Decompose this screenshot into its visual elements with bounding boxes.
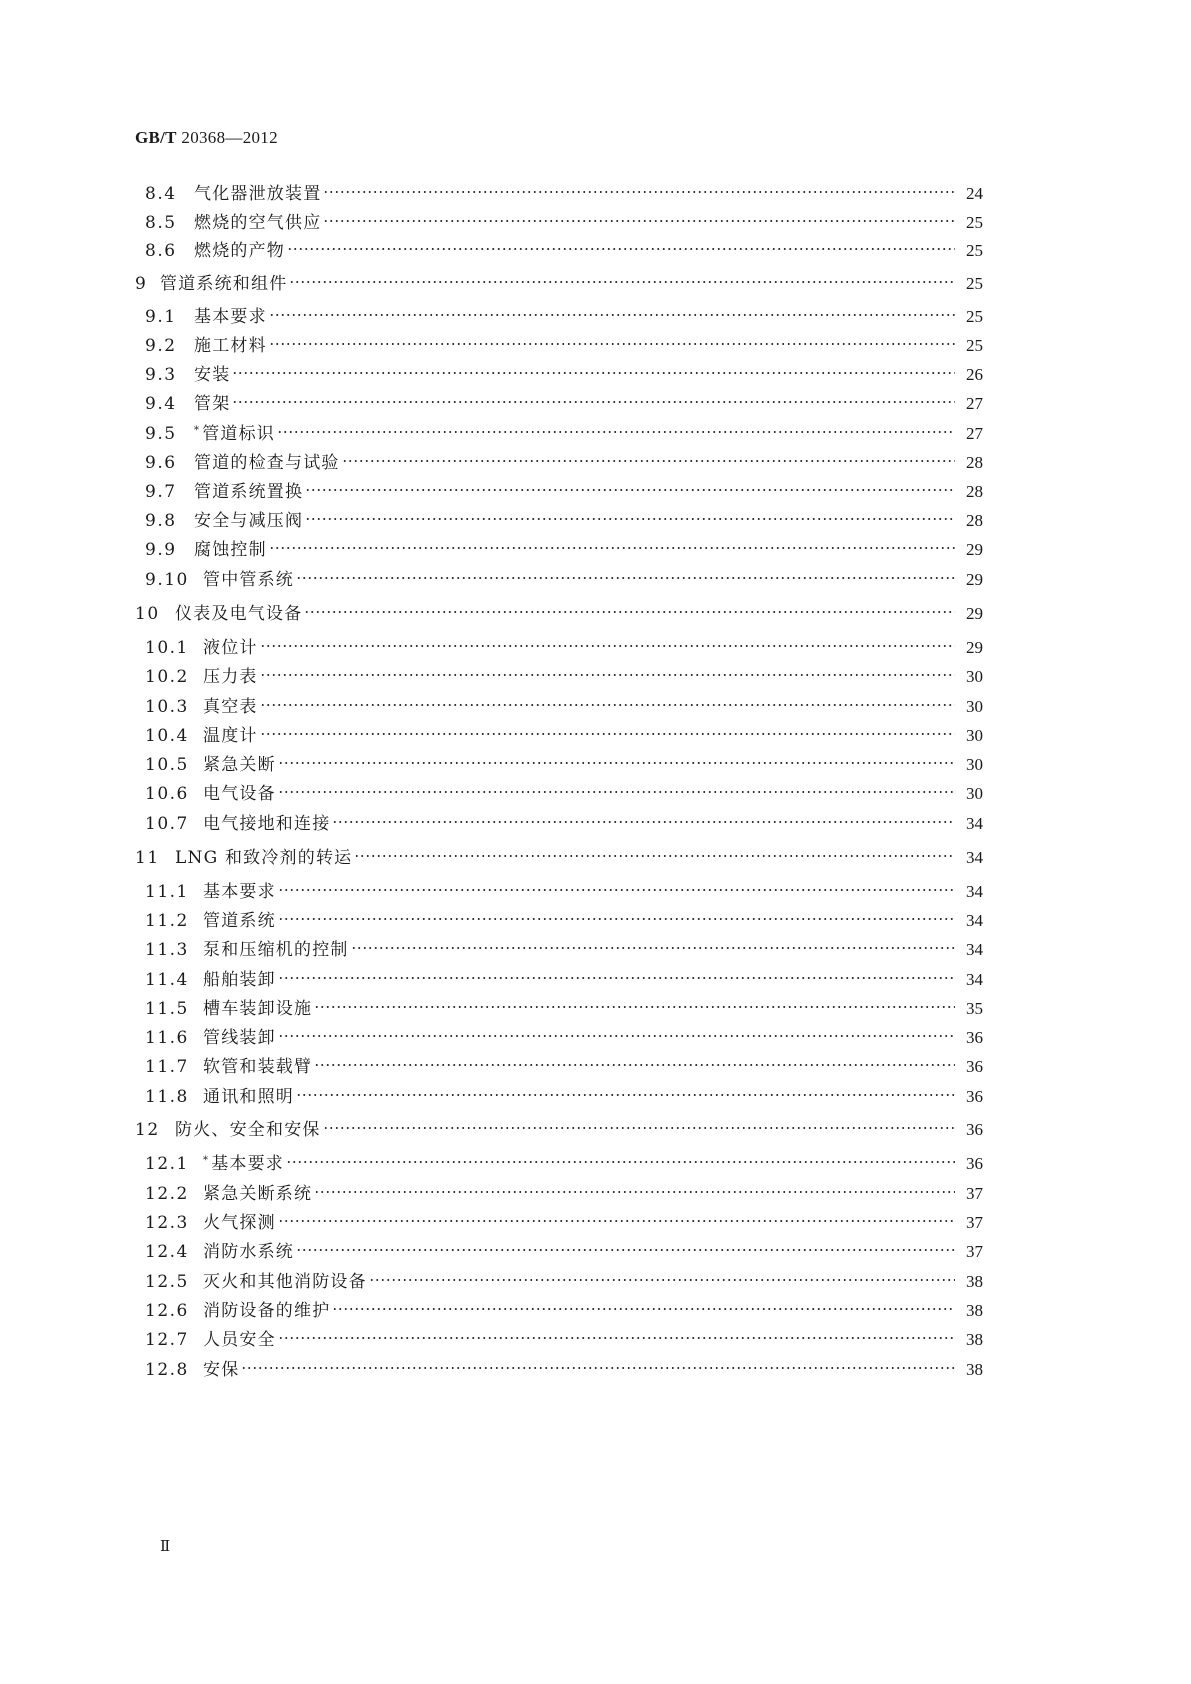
toc-title-text: 管道标识: [202, 424, 276, 444]
toc-number: 11.3: [145, 940, 189, 960]
asterisk-mark: *: [194, 425, 201, 436]
toc-title: [194, 480, 303, 504]
toc-entry[interactable]: [145, 363, 983, 387]
toc-page-number: 24: [966, 184, 983, 203]
toc-page-number: 25: [966, 307, 983, 326]
dot-leader: [260, 702, 955, 708]
toc-title-text: 管中管系统: [203, 570, 294, 590]
toc-title-text: 管道的检查与试验: [194, 453, 340, 473]
toc-entry[interactable]: [145, 1026, 983, 1050]
dot-leader: [278, 789, 955, 795]
toc-title: [203, 1211, 276, 1235]
toc-entry[interactable]: [145, 753, 983, 777]
toc-title-text: 管线装卸: [203, 1028, 276, 1048]
toc-entry[interactable]: [145, 422, 983, 446]
toc-title-text: 安装: [194, 365, 231, 385]
toc-number: 9.3: [145, 365, 177, 385]
toc-number: 10.5: [145, 755, 189, 775]
toc-number: 8.5: [145, 213, 177, 233]
toc-entry[interactable]: [145, 568, 983, 592]
toc-title: [203, 938, 349, 962]
toc-title: [203, 1026, 276, 1050]
toc-title: [203, 1085, 294, 1109]
toc-title: [203, 909, 276, 933]
toc-title-text: 基本要求: [194, 307, 267, 327]
toc-entry[interactable]: [145, 1085, 983, 1109]
toc-title-text: 通讯和照明: [203, 1087, 294, 1107]
toc-number: 10.6: [145, 784, 189, 804]
toc-title-text: 紧急关断: [203, 755, 276, 775]
toc-page-number: 29: [966, 570, 983, 589]
dot-leader: [323, 1125, 955, 1131]
toc-number: 9.10: [145, 570, 189, 590]
toc-title: [203, 753, 276, 777]
toc-number: 12.3: [145, 1213, 189, 1233]
dot-leader: [332, 819, 955, 825]
toc-page-number: 30: [966, 667, 983, 686]
toc-number: 12: [135, 1120, 160, 1140]
toc-title-text: 温度计: [203, 726, 258, 746]
toc-number: 9.9: [145, 540, 177, 560]
toc-entry[interactable]: [145, 334, 983, 358]
toc-title: [194, 509, 303, 533]
toc-entry[interactable]: [145, 451, 983, 475]
toc-page-number: 28: [966, 511, 983, 530]
toc-page-number: 30: [966, 726, 983, 745]
toc-number: 10.2: [145, 667, 189, 687]
toc-page-number: 27: [966, 394, 983, 413]
toc-number: 10: [135, 604, 160, 624]
dot-leader: [369, 1277, 955, 1283]
dot-leader: [287, 246, 955, 252]
toc-number: 11.2: [145, 911, 189, 931]
dot-leader: [323, 218, 955, 224]
toc-number: 9.2: [145, 336, 177, 356]
toc-title-text: LNG 和致冷剂的转运: [175, 848, 353, 868]
toc-page-number: 38: [966, 1272, 983, 1291]
toc-number: 9.6: [145, 453, 177, 473]
toc-entry[interactable]: [145, 938, 983, 962]
toc-entry[interactable]: [145, 1270, 983, 1294]
toc-entry[interactable]: [145, 695, 983, 719]
toc-title: [203, 1358, 239, 1382]
toc-title-text: 仪表及电气设备: [175, 604, 303, 624]
toc-page-number: 36: [966, 1154, 983, 1173]
dot-leader: [278, 975, 955, 981]
toc-chapter[interactable]: [135, 846, 983, 870]
toc-title-text: 施工材料: [194, 336, 267, 356]
toc-page-number: 36: [966, 1028, 983, 1047]
toc-title-text: 管道系统和组件: [160, 274, 288, 294]
toc-page-number: 36: [966, 1087, 983, 1106]
dot-leader: [296, 575, 955, 581]
toc-title: [203, 1055, 312, 1079]
toc-title: [203, 1299, 330, 1323]
dot-leader: [286, 1159, 955, 1165]
toc-entry[interactable]: [145, 392, 983, 416]
toc-title: [194, 334, 267, 358]
toc-number: 9: [135, 274, 148, 294]
toc-page-number: 25: [966, 241, 983, 260]
dot-leader: [278, 916, 955, 922]
toc-title: [203, 1182, 312, 1206]
toc-title-text: 真空表: [203, 697, 258, 717]
toc-page-number: 27: [966, 424, 983, 443]
toc-title: [160, 272, 287, 296]
dot-leader: [260, 672, 955, 678]
toc-entry[interactable]: [145, 509, 983, 533]
toc-page-number: 34: [966, 970, 983, 989]
dot-leader: [289, 279, 955, 285]
toc-title: [194, 182, 321, 206]
toc-number: 9.7: [145, 482, 177, 502]
dot-leader: [278, 1033, 955, 1039]
toc-title: [194, 422, 275, 449]
toc-page-number: 30: [966, 697, 983, 716]
toc-title-text: 燃烧的产物: [194, 241, 285, 261]
toc-entry[interactable]: [145, 1358, 983, 1382]
toc-title-text: 管道系统置换: [194, 482, 304, 502]
toc-title: [175, 1118, 321, 1142]
toc-title-text: 灭火和其他消防设备: [203, 1272, 367, 1292]
toc-entry[interactable]: [145, 968, 983, 992]
toc-number: 12.2: [145, 1184, 189, 1204]
toc-number: 11.8: [145, 1087, 189, 1107]
toc-number: 10.7: [145, 814, 189, 834]
toc-number: 12.5: [145, 1272, 189, 1292]
toc-number: 11: [135, 848, 160, 868]
toc-entry[interactable]: [145, 636, 983, 660]
toc-page-number: 34: [966, 882, 983, 901]
toc-title: [203, 880, 276, 904]
toc-page-number: 28: [966, 453, 983, 472]
toc-entry[interactable]: [145, 909, 983, 933]
dot-leader: [260, 731, 955, 737]
dot-leader: [314, 1004, 955, 1010]
toc-entry[interactable]: [145, 880, 983, 904]
toc-page-number: 29: [966, 540, 983, 559]
dot-leader: [342, 458, 955, 464]
toc-entry[interactable]: [145, 480, 983, 504]
toc-title-text: 火气探测: [203, 1213, 276, 1233]
dot-leader: [305, 516, 955, 522]
toc-number: 11.4: [145, 970, 189, 990]
toc-title: [203, 1270, 367, 1294]
toc-entry[interactable]: [145, 1182, 983, 1206]
toc-number: 10.3: [145, 697, 189, 717]
toc-number: 10.1: [145, 638, 189, 658]
toc-title: [203, 568, 294, 592]
toc-number: 10.4: [145, 726, 189, 746]
toc-page-number: 30: [966, 784, 983, 803]
toc-page-number: 26: [966, 365, 983, 384]
toc-title-text: 基本要求: [203, 882, 276, 902]
toc-entry[interactable]: [145, 1299, 983, 1323]
toc-title: [203, 636, 258, 660]
dot-leader: [278, 887, 955, 893]
toc-number: 9.4: [145, 394, 177, 414]
toc-number: 12.1: [145, 1154, 189, 1174]
toc-page-number: 37: [966, 1242, 983, 1261]
toc-title-text: 压力表: [203, 667, 258, 687]
toc-number: 11.1: [145, 882, 189, 902]
toc-page-number: 28: [966, 482, 983, 501]
toc-entry[interactable]: [145, 239, 983, 263]
toc-title: [203, 812, 330, 836]
asterisk-mark: *: [203, 1155, 210, 1166]
toc-entry[interactable]: [145, 1328, 983, 1352]
toc-title-text: 电气设备: [203, 784, 276, 804]
document-header: [135, 128, 278, 148]
toc-title: [175, 846, 352, 870]
toc-title-text: 安全与减压阀: [194, 511, 304, 531]
toc-entry[interactable]: [145, 211, 983, 235]
toc-page-number: 29: [966, 638, 983, 657]
toc-title: [175, 602, 302, 626]
toc-number: 8.6: [145, 241, 177, 261]
toc-entry[interactable]: [145, 182, 983, 206]
toc-entry[interactable]: [145, 665, 983, 689]
toc-title: [194, 211, 321, 235]
dot-leader: [296, 1092, 955, 1098]
toc-page-number: 25: [966, 336, 983, 355]
toc-title-text: 槽车装卸设施: [203, 999, 313, 1019]
dot-leader: [278, 760, 955, 766]
toc-page-number: 29: [966, 604, 983, 623]
toc-page-number: 30: [966, 755, 983, 774]
dot-leader: [278, 1335, 955, 1341]
toc-title-text: 燃烧的空气供应: [194, 213, 322, 233]
toc-page-number: 38: [966, 1301, 983, 1320]
toc-page-number: 35: [966, 999, 983, 1018]
toc-page-number: 34: [966, 814, 983, 833]
toc-title: [194, 451, 340, 475]
toc-title-text: 防火、安全和安保: [175, 1120, 321, 1140]
dot-leader: [296, 1247, 955, 1253]
toc-entry[interactable]: [145, 1152, 983, 1176]
dot-leader: [305, 487, 955, 493]
toc-title: [203, 665, 258, 689]
toc-title-text: 消防水系统: [203, 1242, 294, 1262]
dot-leader: [323, 189, 955, 195]
dot-leader: [241, 1365, 955, 1371]
toc-title-text: 紧急关断系统: [203, 1184, 313, 1204]
dot-leader: [354, 853, 955, 859]
toc-title-text: 腐蚀控制: [194, 540, 267, 560]
toc-entry[interactable]: [145, 538, 983, 562]
toc-number: 12.7: [145, 1330, 189, 1350]
toc-chapter[interactable]: [135, 272, 983, 296]
toc-title: [203, 1240, 294, 1264]
toc-title-text: 气化器泄放装置: [194, 184, 322, 204]
toc-title: [203, 695, 258, 719]
toc-entry[interactable]: [145, 782, 983, 806]
toc-title: [203, 997, 312, 1021]
toc-page-number: 34: [966, 911, 983, 930]
toc-page-number: 25: [966, 213, 983, 232]
toc-page-number: 34: [966, 848, 983, 867]
standard-code: GB/T: [135, 128, 177, 147]
toc-title-text: 软管和装载臂: [203, 1057, 313, 1077]
toc-chapter[interactable]: [135, 1118, 983, 1142]
toc-number: 8.4: [145, 184, 177, 204]
dot-leader: [277, 429, 955, 435]
toc-entry[interactable]: [145, 305, 983, 329]
toc-entry[interactable]: [145, 724, 983, 748]
dot-leader: [278, 1218, 955, 1224]
toc-number: 12.6: [145, 1301, 189, 1321]
toc-title-text: 电气接地和连接: [203, 814, 331, 834]
toc-title: [203, 968, 276, 992]
toc-page-number: 38: [966, 1360, 983, 1379]
toc-title: [203, 724, 258, 748]
dot-leader: [232, 399, 955, 405]
toc-title: [194, 538, 267, 562]
standard-number: 20368—2012: [181, 128, 278, 147]
toc-number: 11.5: [145, 999, 189, 1019]
toc-title: [194, 363, 230, 387]
toc-page-number: 25: [966, 274, 983, 293]
toc-title: [194, 239, 285, 263]
toc-page-number: 37: [966, 1213, 983, 1232]
dot-leader: [269, 341, 955, 347]
toc-title-text: 管道系统: [203, 911, 276, 931]
dot-leader: [260, 643, 955, 649]
toc-title: [203, 782, 276, 806]
toc-entry[interactable]: [145, 812, 983, 836]
toc-entry[interactable]: [145, 997, 983, 1021]
toc-number: 12.8: [145, 1360, 189, 1380]
toc-title-text: 消防设备的维护: [203, 1301, 331, 1321]
dot-leader: [269, 545, 955, 551]
toc-number: 9.8: [145, 511, 177, 531]
toc-page-number: 34: [966, 940, 983, 959]
toc-title-text: 液位计: [203, 638, 258, 658]
toc-title-text: 人员安全: [203, 1330, 276, 1350]
page-number: Ⅱ: [160, 1539, 171, 1555]
toc-entry[interactable]: [145, 1055, 983, 1079]
toc-title-text: 基本要求: [211, 1154, 285, 1174]
dot-leader: [232, 370, 955, 376]
toc-entry[interactable]: [145, 1211, 983, 1235]
dot-leader: [351, 945, 955, 951]
toc-number: 11.7: [145, 1057, 189, 1077]
toc-title: [203, 1328, 276, 1352]
toc-number: 9.1: [145, 307, 177, 327]
toc-number: 12.4: [145, 1242, 189, 1262]
toc-title-text: 泵和压缩机的控制: [203, 940, 349, 960]
toc-title: [194, 392, 230, 416]
dot-leader: [269, 312, 955, 318]
dot-leader: [314, 1062, 955, 1068]
toc-page-number: 36: [966, 1120, 983, 1139]
toc-number: 11.6: [145, 1028, 189, 1048]
toc-page-number: 36: [966, 1057, 983, 1076]
dot-leader: [332, 1306, 955, 1312]
toc-number: 9.5: [145, 424, 177, 444]
toc-chapter[interactable]: [135, 602, 983, 626]
toc-entry[interactable]: [145, 1240, 983, 1264]
toc-title-text: 安保: [203, 1360, 240, 1380]
dot-leader: [314, 1189, 955, 1195]
toc-page-number: 38: [966, 1330, 983, 1349]
dot-leader: [304, 609, 955, 615]
toc-page-number: 37: [966, 1184, 983, 1203]
toc-title: [203, 1152, 284, 1179]
toc-title-text: 船舶装卸: [203, 970, 276, 990]
toc-title-text: 管架: [194, 394, 231, 414]
toc-title: [194, 305, 267, 329]
